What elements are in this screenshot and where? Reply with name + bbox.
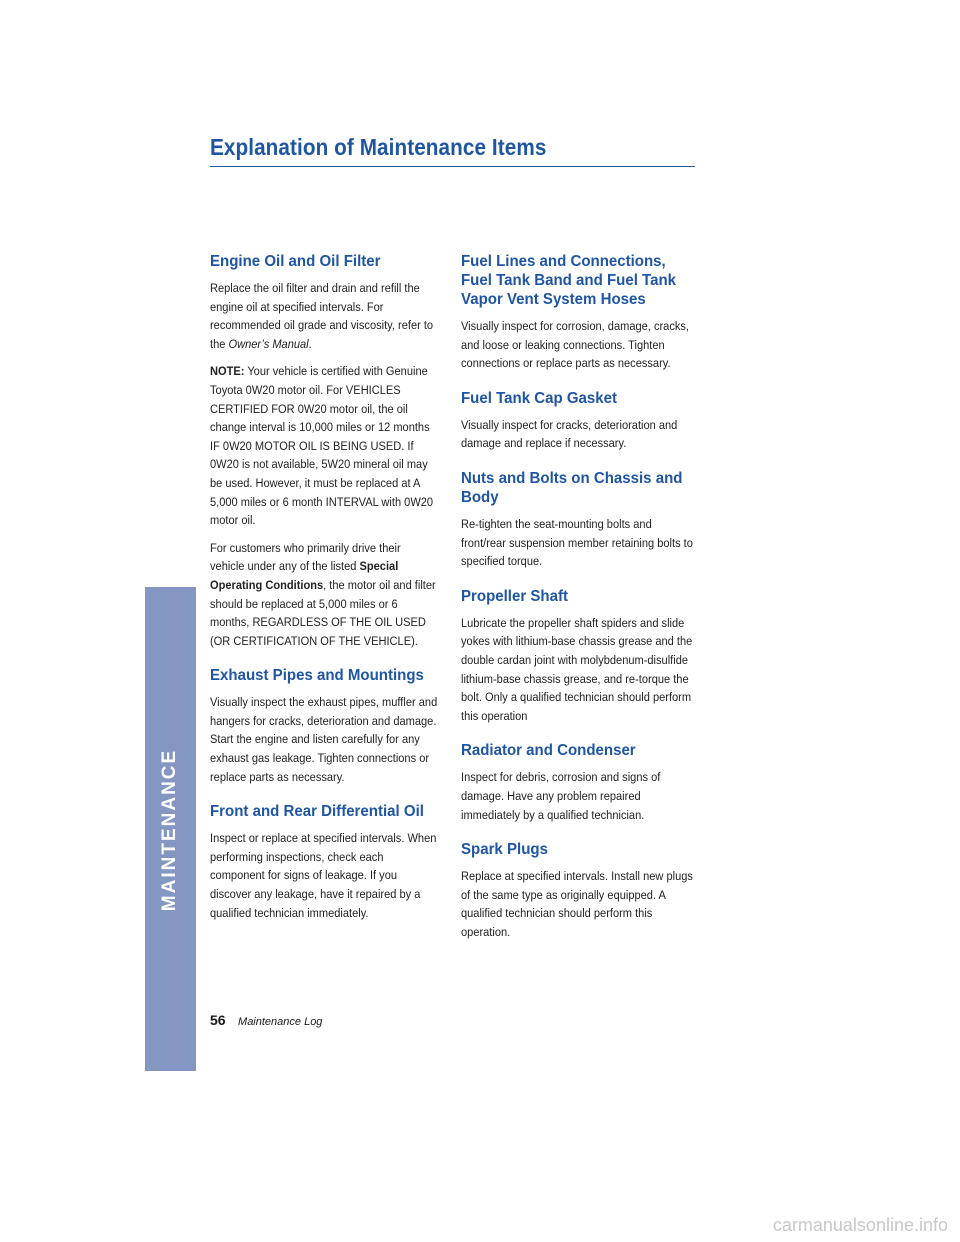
section-paragraph: Visually inspect for corrosion, damage, cracks, and loose or leaking connections. Tighten connections or replace parts as necessary. <box>461 319 690 371</box>
section-paragraph: Re-tighten the seat-mounting bolts and front/rear suspension member retaining bolts to specified torque. <box>461 516 693 569</box>
section-paragraph: Lubricate the propeller shaft spiders and slide yokes with lithium-base chassis grease and the double cardan joint with molybdenum-disulfide lithium-base chassis grease, and re-torque the bolt. Only a qualified technician should perform this operation <box>461 615 693 723</box>
watermark: carmanualsonline.info <box>772 1215 948 1235</box>
note-paragraph <box>210 362 438 529</box>
section-heading: Fuel Tank Cap Gasket <box>461 389 618 407</box>
section-propeller-shaft <box>461 587 699 726</box>
section-paragraph: Visually inspect for cracks, deterioration and damage and replace if necessary. <box>461 417 678 451</box>
side-tab-label: MAINTENANCE <box>159 748 180 912</box>
section-differential-oil <box>210 802 438 922</box>
section-heading: Exhaust Pipes and Mountings <box>210 667 424 685</box>
section-fuel-cap <box>461 389 699 453</box>
manual-reference: Owner’s Manual <box>228 336 309 351</box>
section-heading: Fuel Lines and Connections, Fuel Tank Band and Fuel Tank Vapor Vent System Hoses <box>461 253 677 308</box>
text-run: . <box>308 336 312 351</box>
left-column <box>210 252 438 938</box>
special-conditions-reference: Special Operating Conditions <box>210 559 399 592</box>
section-paragraph: Replace at specified intervals. Install new plugs of the same type as originally equipped. A qualified technician should perform this operation. <box>461 869 693 939</box>
footer-label: Maintenance Log <box>238 1016 323 1028</box>
section-heading: Engine Oil and Oil Filter <box>210 253 381 270</box>
text-run: , the motor oil and filter should be replaced at 5,000 miles or 6 months, REGARDLESS OF THE OIL USED (OR CERTIFICATION OF THE VEHICLE). <box>210 577 436 648</box>
right-column <box>461 252 699 957</box>
section-heading: Nuts and Bolts on Chassis and Body <box>461 469 683 506</box>
section-paragraph: Inspect or replace at specified intervals. When performing inspections, check each component for signs of leakage. If you discover any leakage, have it repaired by a qualified technician immediately. <box>210 831 437 920</box>
section-paragraph: Inspect for debris, corrosion and signs of damage. Have any problem repaired immediately by a qualified technician. <box>461 770 661 822</box>
note-label: NOTE: <box>210 364 245 379</box>
section-paragraph: Visually inspect the exhaust pipes, muffler and hangers for cracks, deterioration and damage. Start the engine and listen carefully for any exhaust gas leakage. Tighten connections or replace parts as necessary. <box>210 695 438 784</box>
section-spark-plugs <box>461 840 699 941</box>
section-engine-oil <box>210 252 438 650</box>
section-exhaust <box>210 666 438 786</box>
page-footer <box>210 1012 322 1030</box>
note-text: Your vehicle is certified with Genuine Toyota 0W20 motor oil. For VEHICLES CERTIFIED FOR 0W20 motor oil, the oil change interval is 10,000 miles or 12 months IF 0W20 MOTOR OIL IS BEING USED. If 0W20 is not available, 5W20 mineral oil may be used. However, it must be replaced at A 5,000 miles or 6 month INTERVAL with 0W20 motor oil. <box>210 364 434 528</box>
section-paragraph <box>210 539 438 651</box>
section-heading: Front and Rear Differential Oil <box>210 803 424 821</box>
section-heading: Propeller Shaft <box>461 587 568 605</box>
section-fuel-lines <box>461 252 699 373</box>
section-heading: Spark Plugs <box>461 841 548 859</box>
text-run: For customers who primarily drive their vehicle under any of the listed <box>210 540 401 574</box>
section-heading: Radiator and Condenser <box>461 742 636 760</box>
title-divider <box>210 166 695 167</box>
page-number: 56 <box>210 1012 226 1028</box>
page-title: Explanation of Maintenance Items <box>210 134 547 160</box>
section-nuts-bolts <box>461 469 699 571</box>
section-radiator <box>461 741 699 824</box>
text-run: Replace the oil filter and drain and refill the engine oil at specified intervals. For recommended oil grade and viscosity, refer to the <box>210 281 434 351</box>
section-paragraph <box>210 279 438 353</box>
